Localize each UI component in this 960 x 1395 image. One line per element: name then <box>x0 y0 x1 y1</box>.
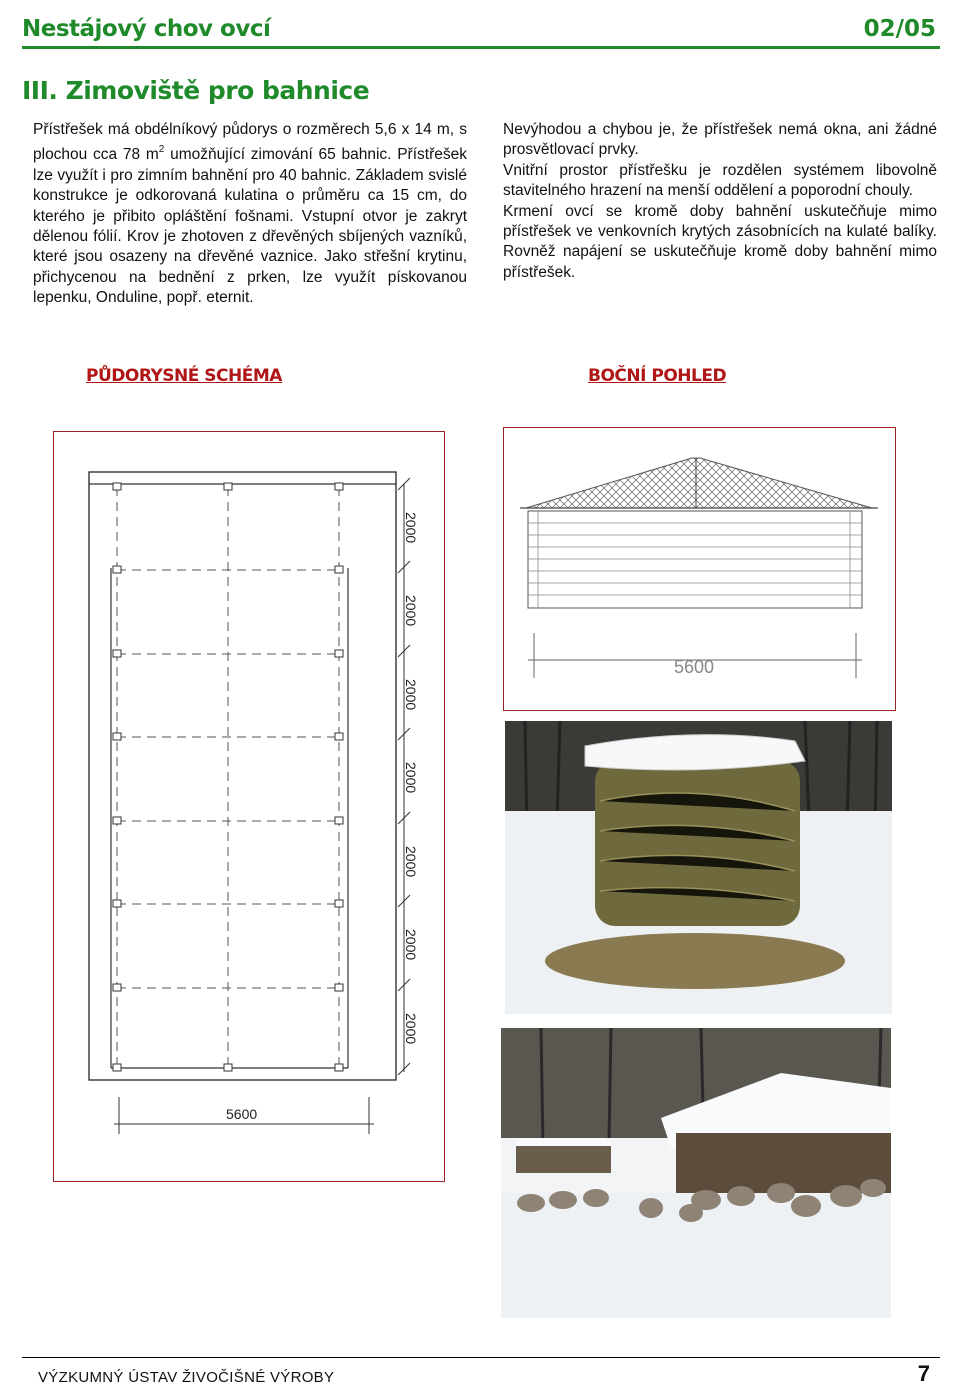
segment-label: 2000 <box>403 1013 419 1045</box>
segment-label: 2000 <box>403 846 419 878</box>
floor-plan-frame <box>53 431 445 1182</box>
footer-institute: VÝZKUMNÝ ÚSTAV ŽIVOČIŠNÉ VÝROBY <box>38 1369 335 1386</box>
hay-feeder-photo <box>505 721 892 1014</box>
roof-truss <box>526 458 872 508</box>
right-paragraph-1: Nevýhodou a chybou je, že přístřešek nemá okna, ani žádné prosvětlovací prvky. <box>503 121 937 159</box>
segment-label: 2000 <box>403 929 419 961</box>
section-title: III. Zimoviště pro bahnice <box>22 76 370 105</box>
left-text-column <box>33 120 467 309</box>
side-view-frame <box>503 427 896 711</box>
segment-label: 2000 <box>403 679 419 711</box>
segment-label: 2000 <box>403 512 419 544</box>
area-superscript: 2 <box>158 144 165 156</box>
segment-label: 2000 <box>403 762 419 794</box>
segment-label: 2000 <box>403 595 419 627</box>
page-number: 7 <box>917 1361 930 1386</box>
header-title: Nestájový chov ovcí <box>22 16 271 42</box>
scattered-hay <box>545 933 845 989</box>
right-text-column <box>503 120 937 283</box>
plan-width-label: 5600 <box>226 1106 258 1122</box>
right-paragraph-3: Krmení ovcí se kromě doby bahnění uskutečňuje mimo přístřešek ve venkovních krytých zásobnících na kulaté balíky. Rovněž napájení se uskutečňuje kromě doby bahnění mimo přístřešek. <box>503 202 937 281</box>
header-divider <box>22 46 940 49</box>
shelter-sheep-image <box>501 1028 891 1318</box>
left-paragraph-part-b: umožňující zimování 65 bahnic. Přístřešek lze využít i pro zimním bahnění pro 40 bahnic. Základem svislé konstrukce je odkorovaná kulatina o průměru ca 15 cm, do kterého je přibito opláštění fošnami. Vstupní otvor je zakryt dělenou fólií. Krov je zhotoven z dřevěných sbíjených vazníků, které jsou osazeny na dřevěné vaznice. Jako střešní krytinu, přichycenou na bednění z prken, lze využít pískovanou lepenku, Onduline, popř. eternit. <box>33 146 467 307</box>
page-header <box>22 14 940 48</box>
footer-divider <box>22 1357 940 1358</box>
hay-bale <box>595 761 800 926</box>
header-issue: 02/05 <box>863 16 936 42</box>
right-paragraph-2: Vnitřní prostor přístřešku je rozdělen systémem libovolně stavitelného hrazení na menší oddělení a poporodní chouly. <box>503 161 937 200</box>
left-paragraph <box>33 120 467 309</box>
shelter-sheep-photo <box>501 1028 891 1318</box>
feeder-row <box>516 1143 611 1173</box>
side-view-drawing <box>504 428 895 710</box>
floor-plan-drawing <box>54 432 444 1181</box>
floor-plan-caption: PŮDORYSNÉ SCHÉMA <box>86 366 282 386</box>
side-width-label: 5600 <box>674 657 715 677</box>
plan-outer-wall <box>89 472 396 1080</box>
side-view-caption: BOČNÍ POHLED <box>588 366 727 386</box>
side-wall <box>528 511 862 608</box>
hay-feeder-image <box>505 721 892 1014</box>
left-paragraph-part-a: Přístřešek má obdélníkový půdorys o rozměrech 5,6 x 14 m, s plochou cca 78 m <box>33 121 467 164</box>
plan-grid <box>117 487 339 1068</box>
